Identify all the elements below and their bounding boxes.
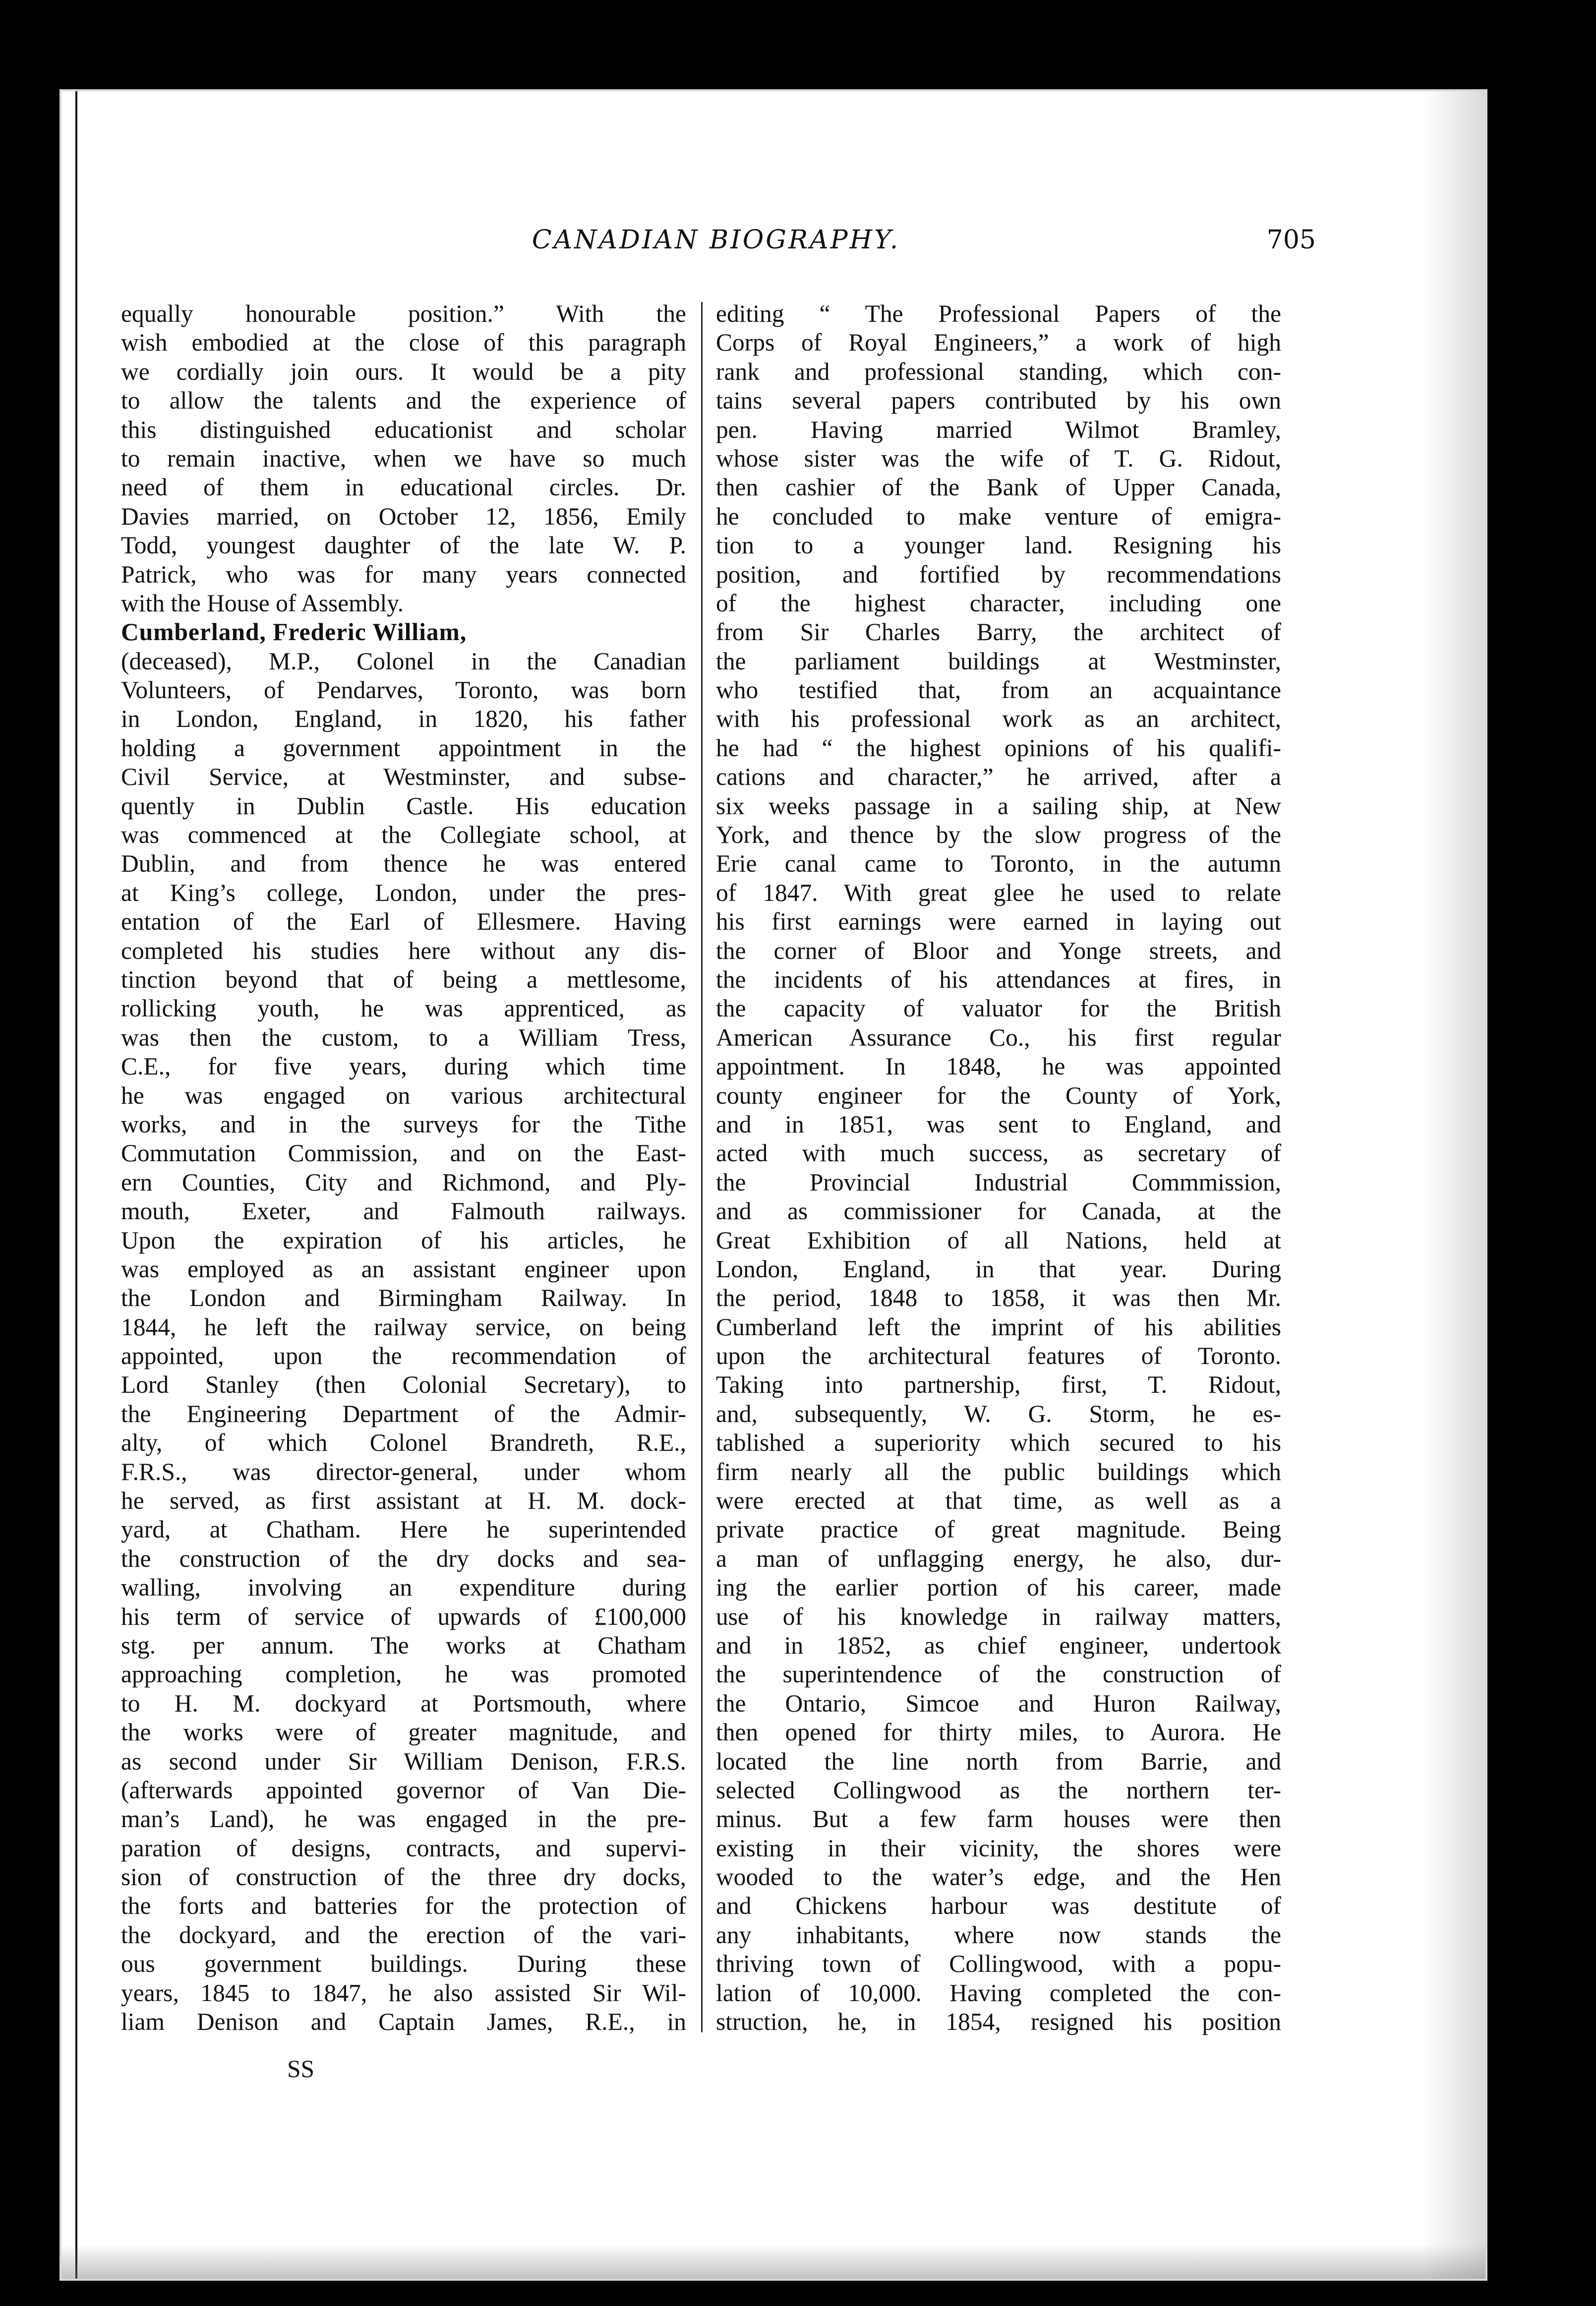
text-line: Lord Stanley (then Colonial Secretary), to (121, 1371, 686, 1399)
text-line: equally honourable position.” With the (121, 300, 686, 327)
text-line: tinction beyond that of being a mettlesome, (121, 965, 686, 993)
text-line: the works were of greater magnitude, and (121, 1718, 686, 1746)
text-line: the dockyard, and the erection of the vari- (121, 1921, 686, 1949)
text-line: the corner of Bloor and Yonge streets, and (716, 937, 1281, 964)
text-line: his first earnings were earned in laying out (716, 908, 1281, 936)
text-line: the parliament buildings at Westminster, (716, 647, 1281, 675)
text-line: the London and Birmingham Railway. In (121, 1284, 686, 1312)
text-line: any inhabitants, where now stands the (716, 1921, 1281, 1949)
text-line: alty, of which Colonel Brandreth, R.E., (121, 1429, 686, 1457)
entry-heading-line (121, 618, 686, 647)
text-line: yard, at Chatham. Here he superintended (121, 1516, 686, 1543)
text-line: six weeks passage in a sailing ship, at New (716, 792, 1281, 820)
text-line: tains several papers contributed by his own (716, 387, 1281, 414)
text-line: then opened for thirty miles, to Aurora. He (716, 1718, 1281, 1746)
text-line: York, and thence by the slow progress of the (716, 821, 1281, 849)
gutter-edge-line (75, 91, 77, 2279)
text-line: liam Denison and Captain James, R.E., in (121, 2008, 686, 2036)
text-line: wooded to the water’s edge, and the Hen (716, 1863, 1281, 1891)
text-line: existing in their vicinity, the shores were (716, 1834, 1281, 1862)
text-line: firm nearly all the public buildings which (716, 1458, 1281, 1485)
text-line: selected Collingwood as the northern ter- (716, 1776, 1281, 1804)
text-line: the Ontario, Simcoe and Huron Railway, (716, 1689, 1281, 1717)
text-line: he had “ the highest opinions of his qualifi- (716, 734, 1281, 762)
text-line: at King’s college, London, under the pres- (121, 879, 686, 906)
text-line: man’s Land), he was engaged in the pre- (121, 1805, 686, 1833)
text-line: Corps of Royal Engineers,” a work of high (716, 329, 1281, 356)
text-line: of 1847. With great glee he used to relate (716, 879, 1281, 906)
text-line: Dublin, and from thence he was entered (121, 850, 686, 878)
text-line: his term of service of upwards of £100,000 (121, 1602, 686, 1630)
text-line: and in 1852, as chief engineer, undertook (716, 1631, 1281, 1659)
text-line: to allow the talents and the experience of (121, 387, 686, 414)
text-line: from Sir Charles Barry, the architect of (716, 618, 1281, 646)
text-line: located the line north from Barrie, and (716, 1747, 1281, 1775)
text-line: the forts and batteries for the protection of (121, 1892, 686, 1920)
text-line: the superintendence of the construction of (716, 1660, 1281, 1688)
text-line: tion to a younger land. Resigning his (716, 532, 1281, 559)
text-line: minus. But a few farm houses were then (716, 1805, 1281, 1833)
text-line: London, England, in that year. During (716, 1255, 1281, 1283)
left-text-column (121, 299, 686, 2036)
text-line: was then the custom, to a William Tress, (121, 1023, 686, 1051)
text-line: he concluded to make venture of emigra- (716, 502, 1281, 530)
text-line: and Chickens harbour was destitute of (716, 1892, 1281, 1920)
text-line: rollicking youth, he was apprenticed, as (121, 995, 686, 1022)
text-line: position, and fortified by recommendations (716, 560, 1281, 588)
text-line: and in 1851, was sent to England, and (716, 1110, 1281, 1138)
text-line: and as commissioner for Canada, at the (716, 1197, 1281, 1225)
page-number: 705 (1266, 225, 1316, 255)
page-edge-shadow (1421, 91, 1485, 2279)
text-line: works, and in the surveys for the Tithe (121, 1110, 686, 1138)
text-line: need of them in educational circles. Dr. (121, 473, 686, 501)
text-line: whose sister was the wife of T. G. Ridout, (716, 444, 1281, 472)
text-line: thriving town of Collingwood, with a popu- (716, 1950, 1281, 1978)
text-line: was employed as an assistant engineer upon (121, 1255, 686, 1283)
text-line: county engineer for the County of York, (716, 1081, 1281, 1109)
text-line: completed his studies here without any dis- (121, 937, 686, 964)
text-line: entation of the Earl of Ellesmere. Having (121, 908, 686, 936)
text-line: we cordially join ours. It would be a pity (121, 357, 686, 385)
entry-name: Cumberland, Frederic William, (121, 618, 467, 646)
text-line: a man of unflagging energy, he also, dur- (716, 1544, 1281, 1572)
text-line: holding a government appointment in the (121, 734, 686, 762)
text-line: to remain inactive, when we have so much (121, 444, 686, 472)
text-line: paration of designs, contracts, and supervi- (121, 1834, 686, 1862)
text-line: the period, 1848 to 1858, it was then Mr. (716, 1284, 1281, 1312)
text-line: cations and character,” he arrived, after a (716, 763, 1281, 791)
text-line: ern Counties, City and Richmond, and Ply- (121, 1168, 686, 1196)
text-line: Davies married, on October 12, 1856, Emily (121, 502, 686, 530)
book-page (59, 89, 1487, 2281)
text-line: lation of 10,000. Having completed the con- (716, 1979, 1281, 2007)
text-line: this distinguished educationist and scholar (121, 415, 686, 443)
text-line: was commenced at the Collegiate school, at (121, 821, 686, 849)
text-line: were erected at that time, as well as a (716, 1487, 1281, 1515)
text-line: walling, involving an expenditure during (121, 1574, 686, 1601)
text-line: use of his knowledge in railway matters, (716, 1602, 1281, 1630)
text-line: with his professional work as an architect, (716, 705, 1281, 733)
text-line: (deceased), M.P., Colonel in the Canadian (121, 647, 686, 675)
text-line: ous government buildings. During these (121, 1950, 686, 1978)
text-line: pen. Having married Wilmot Bramley, (716, 415, 1281, 443)
text-line: Great Exhibition of all Nations, held at (716, 1226, 1281, 1254)
text-line: the incidents of his attendances at fires, in (716, 965, 1281, 993)
text-line: American Assurance Co., his first regular (716, 1023, 1281, 1051)
text-line: Volunteers, of Pendarves, Toronto, was born (121, 676, 686, 704)
signature-mark: SS (287, 2055, 315, 2082)
text-line: acted with much success, as secretary of (716, 1139, 1281, 1167)
text-line: wish embodied at the close of this paragraph (121, 329, 686, 356)
text-line: with the House of Assembly. (121, 589, 404, 617)
text-line: he served, as first assistant at H. M. dock- (121, 1487, 686, 1515)
text-line: editing “ The Professional Papers of the (716, 300, 1281, 327)
text-line: (afterwards appointed governor of Van Die- (121, 1776, 686, 1804)
text-line: F.R.S., was director-general, under whom (121, 1458, 686, 1485)
text-line: Todd, youngest daughter of the late W. P. (121, 532, 686, 559)
column-divider (701, 302, 703, 2032)
text-line: upon the architectural features of Toronto. (716, 1342, 1281, 1370)
text-line: private practice of great magnitude. Being (716, 1516, 1281, 1543)
text-line: Erie canal came to Toronto, in the autumn (716, 850, 1281, 878)
text-line: rank and professional standing, which con- (716, 357, 1281, 385)
text-line: approaching completion, he was promoted (121, 1660, 686, 1688)
text-line: Commutation Commission, and on the East- (121, 1139, 686, 1167)
text-line: Civil Service, at Westminster, and subse- (121, 763, 686, 791)
text-line: the Engineering Department of the Admir- (121, 1400, 686, 1427)
right-text-column (716, 299, 1281, 2036)
text-line: 1844, he left the railway service, on being (121, 1313, 686, 1341)
text-line: struction, he, in 1854, resigned his position (716, 2008, 1281, 2036)
text-line: C.E., for five years, during which time (121, 1053, 686, 1080)
text-line: stg. per annum. The works at Chatham (121, 1631, 686, 1659)
text-line: ing the earlier portion of his career, made (716, 1574, 1281, 1601)
text-line: Cumberland left the imprint of his abilities (716, 1313, 1281, 1341)
text-line: to H. M. dockyard at Portsmouth, where (121, 1689, 686, 1717)
text-line: the Provincial Industrial Commmission, (716, 1168, 1281, 1196)
text-line: appointed, upon the recommendation of (121, 1342, 686, 1370)
text-line: Patrick, who was for many years connected (121, 560, 686, 588)
text-line: then cashier of the Bank of Upper Canada, (716, 473, 1281, 501)
text-line: years, 1845 to 1847, he also assisted Sir Wil- (121, 1979, 686, 2007)
text-line: as second under Sir William Denison, F.R.S. (121, 1747, 686, 1775)
text-line: of the highest character, including one (716, 589, 1281, 617)
text-line: the construction of the dry docks and sea- (121, 1544, 686, 1572)
text-line: in London, England, in 1820, his father (121, 705, 686, 733)
text-line: Upon the expiration of his articles, he (121, 1226, 686, 1254)
text-line: appointment. In 1848, he was appointed (716, 1053, 1281, 1080)
running-header-title: CANADIAN BIOGRAPHY. (532, 225, 900, 255)
text-line: and, subsequently, W. G. Storm, he es- (716, 1400, 1281, 1427)
text-line: quently in Dublin Castle. His education (121, 792, 686, 820)
text-line: tablished a superiority which secured to his (716, 1429, 1281, 1457)
text-line: mouth, Exeter, and Falmouth railways. (121, 1197, 686, 1225)
text-line: he was engaged on various architectural (121, 1081, 686, 1109)
text-line: the capacity of valuator for the British (716, 995, 1281, 1022)
page-bottom-shadow (61, 2244, 1485, 2279)
text-line: Taking into partnership, first, T. Ridout, (716, 1371, 1281, 1399)
text-line: who testified that, from an acquaintance (716, 676, 1281, 704)
text-line: sion of construction of the three dry docks, (121, 1863, 686, 1891)
